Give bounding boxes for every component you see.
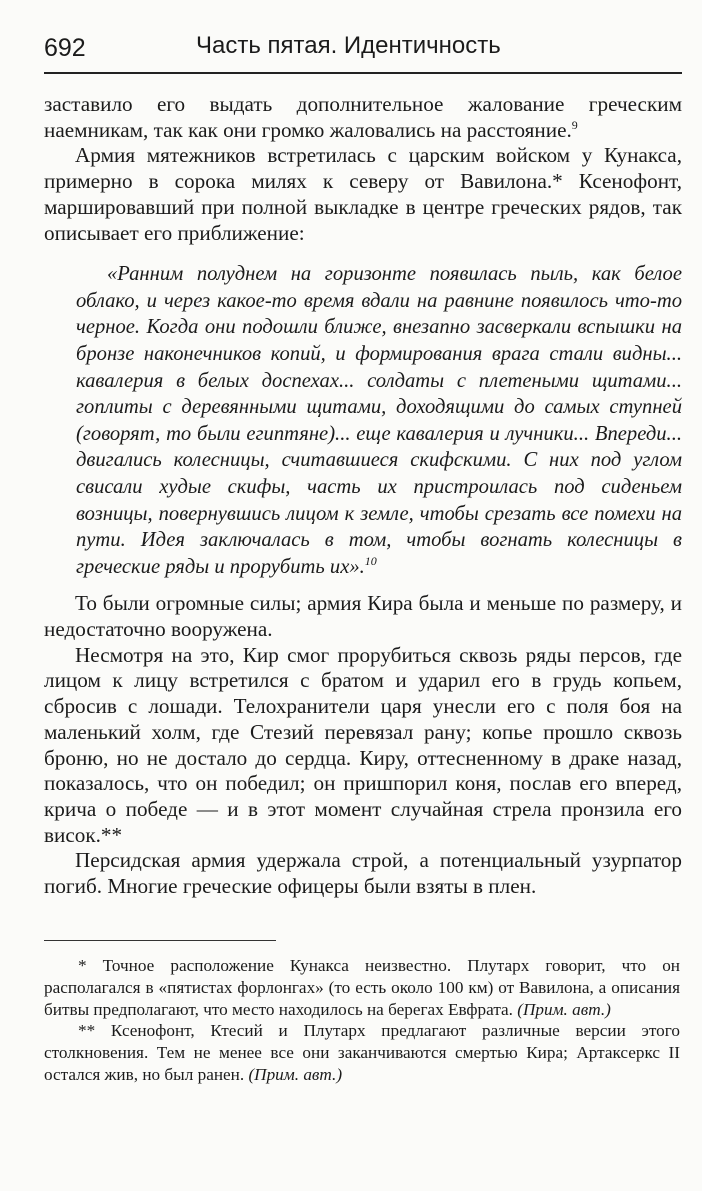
footnote: * Точное расположение Кунакса неизвестно. Плутарх говорит, что он располагался в «пятистах форлонгах» (то есть около 100 км) от Вавилона, а описания битвы предполагают, что место находилось на берегах Евфрата. (Прим. авт.) [44,956,680,1019]
main-text [44,92,682,900]
page-header [44,30,684,66]
footnote-tag: (Прим. авт.) [248,1064,343,1084]
paragraph: Несмотря на это, Кир смог прорубиться сквозь ряды персов, где лицом к лицу встретился с братом и ударил его в грудь копьем, сбросив с лошади. Телохранители царя унесли его с поля боя на маленький холм, где Стезий перевязал рану; копье прошло сквозь броню, но не достало до сердца. Киру, оттесненному в драке назад, показалось, что он победил; он пришпорил коня, послав его вперед, крича о победе — и в этот момент случайная стрела пронзила его висок.** [44,642,682,847]
footnote-tag: (Прим. авт.) [517,999,611,1019]
footnote: ** Ксенофонт, Ктесий и Плутарх предлагают различные версии этого столкновения. Тем не менее все они заканчиваются смертью Кира; Артаксеркс II остался жив, но был ранен. (Прим. авт.) [44,1021,680,1084]
footnotes [44,955,680,1086]
footnote-rule [44,940,276,941]
block-quote: «Ранним полуднем на горизонте появилась пыль, как белое облако, и через какое-то время вдали на равнине появилось что-то черное. Когда они подошли ближе, внезапно засверкали вспышки на бронзе наконечников копий, и формирования врага стали видны... кавалерия в белых доспехах... солдаты с плетеными щитами... гоплиты с деревянными щитами, доходящими до самых ступней (говорят, то были египтяне)... еще кавалерия и лучники... Впереди... двигались колесницы, считавшиеся скифскими. С них под углом свисали худые скифы, часть их пристроилась под сиденьем возницы, повернувшись лицом к земле, чтобы срезать все помехи на пути. Идея заключалась в том, чтобы вогнать колесницы в греческие ряды и прорубить их».$^{10}$ [76,263,682,578]
header-rule [44,72,682,74]
footnote-ref: 10 [364,553,377,568]
page-number: 692 [44,34,86,62]
paragraph-continued: заставило его выдать дополнительное жалование греческим наемникам, так как они громко жаловались на расстояние.$^9$ [44,92,682,142]
paragraph: Персидская армия удержала строй, а потенциальный узурпатор погиб. Многие греческие офицеры были взяты в плен. [44,848,682,899]
footnote-ref: 9 [571,117,578,132]
paragraph: Армия мятежников встретилась с царским войском у Кунакса, примерно в сорока милях к северу от Вавилона.* Ксенофонт, маршировавший при полной выкладке в центре греческих рядов, так описывает его приближение: [44,143,682,245]
paragraph: То были огромные силы; армия Кира была и меньше по размеру, и недостаточно вооружена. [44,591,682,642]
running-title: Часть пятая. Идентичность [196,32,501,59]
